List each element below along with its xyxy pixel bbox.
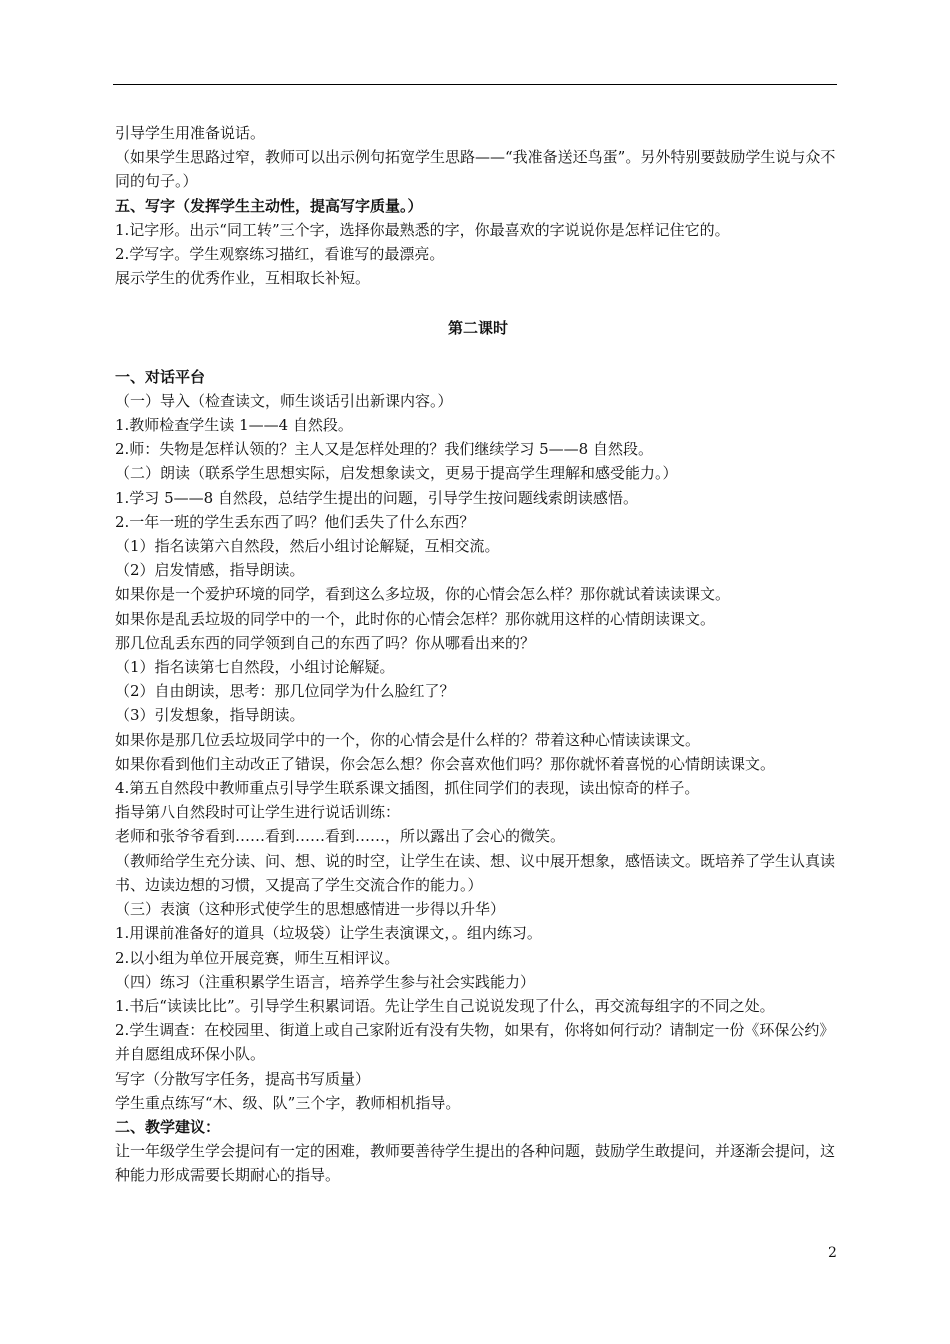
paragraph: （1）指名读第七自然段，小组讨论解疑。 bbox=[115, 658, 395, 677]
paragraph: （3）引发想象，指导朗读。 bbox=[115, 706, 305, 725]
paragraph: （一）导入（检查读文，师生谈话引出新课内容。） bbox=[115, 391, 453, 410]
paragraph: 2.学生调查：在校园里、街道上或自己家附近有没有失物，如果有，你将如何行动？请制定一份《环保公约》并自愿组成环保小队。 bbox=[115, 1021, 835, 1064]
paragraph: （四）练习（注重积累学生语言，培养学生参与社会实践能力） bbox=[115, 972, 536, 991]
paragraph: 如果你是那几位丢垃圾同学中的一个，你的心情会是什么样的？带着这种心情读读课文。 bbox=[115, 730, 701, 749]
section-heading: 一、对话平台 bbox=[115, 367, 206, 386]
lesson-title: 第二课时 bbox=[447, 319, 508, 338]
paragraph: （1）指名读第六自然段，然后小组讨论解疑，互相交流。 bbox=[115, 537, 500, 556]
header-rule bbox=[113, 84, 837, 85]
section-heading: 二、教学建议： bbox=[115, 1117, 221, 1136]
paragraph: （2）自由朗读，思考：那几位同学为什么脸红了？ bbox=[115, 682, 455, 701]
paragraph: 如果你是乱丢垃圾的同学中的一个，此时你的心情会怎样？那你就用这样的心情朗读课文。 bbox=[115, 609, 716, 628]
paragraph: 如果你看到他们主动改正了错误，你会怎么想？你会喜欢他们吗？那你就怀着喜悦的心情朗读课文。 bbox=[115, 754, 776, 773]
paragraph: 指导第八自然段时可让学生进行说话训练： bbox=[115, 803, 401, 822]
paragraph: 2.学写字。学生观察练习描红，看谁写的最漂亮。 bbox=[115, 245, 445, 264]
paragraph: 1.书后“读读比比”。引导学生积累词语。先让学生自己说说发现了什么，再交流每组字的不同之处。 bbox=[115, 996, 775, 1015]
section-heading: 五、写字（发挥学生主动性，提高写字质量。） bbox=[115, 196, 423, 215]
page-number: 2 bbox=[828, 1245, 837, 1261]
paragraph: 学生重点练写“木、级、队”三个字，教师相机指导。 bbox=[115, 1093, 461, 1112]
paragraph: （如果学生思路过窄，教师可以出示例句拓宽学生思路——“我准备送还鸟蛋”。另外特别要鼓励学生说与众不同的句子。） bbox=[115, 148, 836, 191]
paragraph: （二）朗读（联系学生思想实际，启发想象读文，更易于提高学生理解和感受能力。） bbox=[115, 464, 678, 483]
paragraph: （2）启发情感，指导朗读。 bbox=[115, 561, 305, 580]
paragraph: 如果你是一个爱护环境的同学，看到这么多垃圾，你的心情会怎么样？那你就试着读读课文。 bbox=[115, 585, 731, 604]
paragraph: 2.以小组为单位开展竞赛，师生互相评议。 bbox=[115, 948, 400, 967]
paragraph: 写字（分散写字任务，提高书写质量） bbox=[115, 1069, 371, 1088]
paragraph: 那几位乱丢东西的同学领到自己的东西了吗？你从哪看出来的？ bbox=[115, 633, 536, 652]
paragraph: 2.师：失物是怎样认领的？主人又是怎样处理的？我们继续学习 5——8 自然段。 bbox=[115, 440, 653, 459]
paragraph: 1.记字形。出示“同工转”三个字，选择你最熟悉的字，你最喜欢的字说说你是怎样记住它的。 bbox=[115, 220, 730, 239]
paragraph: 老师和张爷爷看到……看到……看到……，所以露出了会心的微笑。 bbox=[115, 827, 566, 846]
paragraph: 让一年级学生学会提问有一定的困难，教师要善待学生提出的各种问题，鼓励学生敢提问，并逐渐会提问，这种能力形成需要长期耐心的指导。 bbox=[115, 1142, 836, 1185]
paragraph: 4.第五自然段中教师重点引导学生联系课文插图，抓住同学们的表现，读出惊奇的样子。 bbox=[115, 779, 700, 798]
paragraph: 2.一年一班的学生丢东西了吗？他们丢失了什么东西？ bbox=[115, 512, 475, 531]
paragraph: （三）表演（这种形式使学生的思想感情进一步得以升华） bbox=[115, 900, 506, 919]
paragraph: 1.学习 5——8 自然段，总结学生提出的问题，引导学生按问题线索朗读感悟。 bbox=[115, 488, 638, 507]
document-body bbox=[115, 121, 841, 1188]
paragraph: 1.教师检查学生读 1——4 自然段。 bbox=[115, 416, 353, 435]
paragraph: 1.用课前准备好的道具（垃圾袋）让学生表演课文，。组内练习。 bbox=[115, 924, 542, 943]
paragraph: （教师给学生充分读、问、想、说的时空，让学生在读、想、议中展开想象，感悟读文。既培养了学生认真读书、边读边想的习惯，又提高了学生交流合作的能力。） bbox=[115, 851, 836, 894]
paragraph: 展示学生的优秀作业，互相取长补短。 bbox=[115, 269, 371, 288]
paragraph: 引导学生用准备说话。 bbox=[115, 124, 266, 142]
